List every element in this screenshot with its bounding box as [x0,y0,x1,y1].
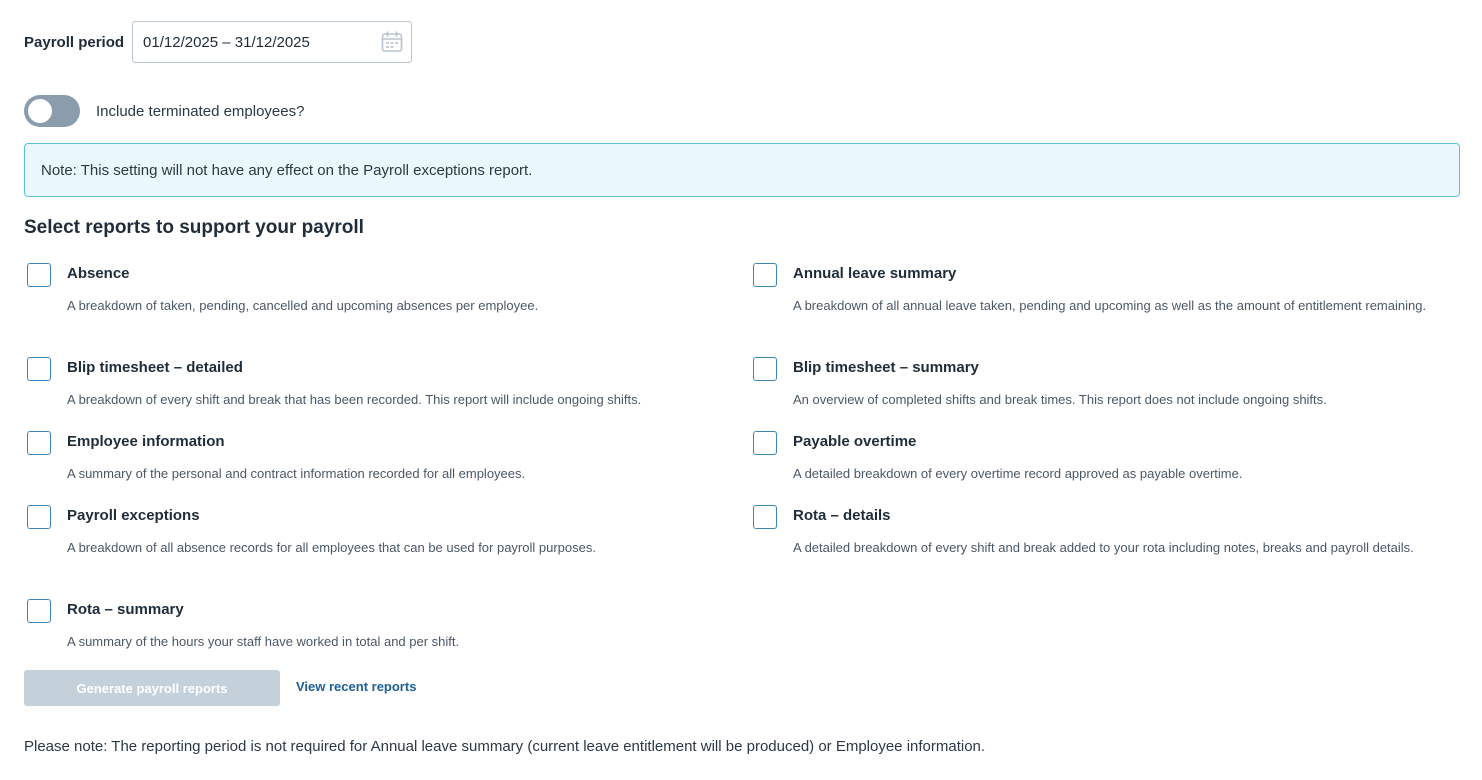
report-checkbox[interactable] [753,505,777,529]
report-title: Absence [67,265,130,282]
info-note [24,143,1460,197]
payroll-period-value: 01/12/2025 – 31/12/2025 [143,33,310,51]
report-title: Annual leave summary [793,265,957,282]
report-description: A summary of the personal and contract information recorded for all employees. [67,466,526,481]
payroll-period-label: Payroll period [24,33,125,51]
include-terminated-label: Include terminated employees? [96,102,305,120]
report-checkbox[interactable] [27,263,51,287]
report-description: A breakdown of taken, pending, cancelled and upcoming absences per employee. [67,298,539,313]
include-terminated-toggle[interactable] [24,95,80,127]
report-title: Employee information [67,433,225,450]
report-description: A detailed breakdown of every overtime record approved as payable overtime. [793,466,1243,481]
report-description: A breakdown of all annual leave taken, pending and upcoming as well as the amount of entitlement remaining. [793,298,1427,313]
report-description: A breakdown of all absence records for all employees that can be used for payroll purposes. [67,540,596,555]
payroll-period-date-input[interactable] [132,21,412,63]
section-title: Select reports to support your payroll [24,217,364,238]
toggle-knob [28,99,52,123]
report-checkbox[interactable] [27,357,51,381]
terminated-employees-toggle-row [24,95,304,127]
report-title: Rota – details [793,507,891,524]
report-checkbox[interactable] [27,599,51,623]
report-checkbox[interactable] [27,431,51,455]
view-recent-reports-link[interactable]: View recent reports [296,679,417,694]
report-title: Blip timesheet – detailed [67,359,243,376]
report-title: Rota – summary [67,601,184,618]
report-description: A summary of the hours your staff have worked in total and per shift. [67,634,460,649]
report-description: An overview of completed shifts and break times. This report does not include ongoing shifts. [793,392,1327,407]
calendar-icon[interactable] [380,30,404,54]
info-note-text: Note: This setting will not have any effect on the Payroll exceptions report. [41,161,533,179]
footer-note: Please note: The reporting period is not required for Annual leave summary (current leave entitlement will be produced) or Employee information. [24,738,986,755]
payroll-period-row [24,21,412,63]
report-title: Payable overtime [793,433,917,450]
report-checkbox[interactable] [27,505,51,529]
report-checkbox[interactable] [753,263,777,287]
report-title: Payroll exceptions [67,507,200,524]
report-checkbox[interactable] [753,431,777,455]
report-title: Blip timesheet – summary [793,359,979,376]
report-description: A breakdown of every shift and break that has been recorded. This report will include ongoing shifts. [67,392,642,407]
report-description: A detailed breakdown of every shift and break added to your rota including notes, breaks and payroll details. [793,540,1414,555]
report-checkbox[interactable] [753,357,777,381]
generate-payroll-reports-button[interactable]: Generate payroll reports [24,670,280,706]
